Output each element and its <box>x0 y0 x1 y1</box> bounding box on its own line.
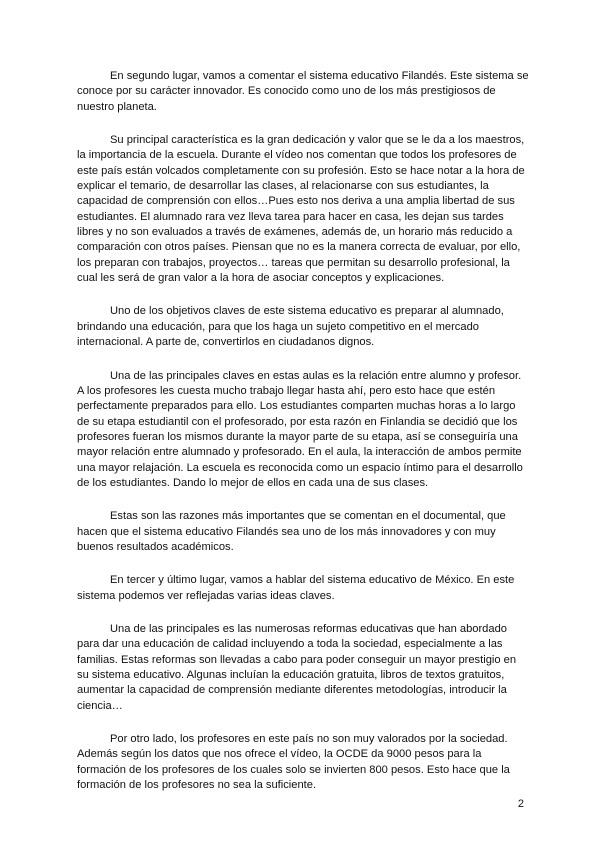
paragraph-finnish-intro: En segundo lugar, vamos a comentar el sistema educativo Filandés. Este sistema se conoce por su carácter innovador. Es conocido como uno de los más prestigiosos de nuestro planeta. <box>77 70 529 113</box>
paragraph-finnish-objectives: Uno de los objetivos claves de este sistema educativo es preparar al alumnado, brindando una educación, para que los haga un sujeto competitivo en el mercado internacional. A parte de, convertirlos en ciudadanos dignos. <box>77 305 504 349</box>
paragraph-finnish-teachers: Su principal característica es la gran dedicación y valor que se le da a los maestros, la importancia de la escuela. Durante el vídeo nos comentan que todos los profesores de este país están volcados completamente con su profesión. Esto se hace notar a la hora de explicar el temario, de desarrollar las clases, al relacionarse con sus estudiantes, la capacidad de comprensión con ellos…Pues esto nos deriva a una amplia libertad de sus estudiantes. El alumnado rara vez lleva tarea para hacer en casa, les dejan sus tardes libres y no son evaluados a través de exámenes, además de, un horario más reducido a comparación con otros países. Piensan que no es la manera correcta de evaluar, por ello, los preparan con trabajos, proyectos… tareas que permitan su desarrollo profesional, la cual les será de gran valor a la hora de asociar conceptos y explicaciones. <box>77 134 525 285</box>
page-number: 2 <box>517 798 524 810</box>
document-body <box>77 69 529 811</box>
paragraph-finnish-conclusion: Estas son las razones más importantes que se comentan en el documental, que hacen que el sistema educativo Filandés sea uno de los más innovadores y con muy buenos resultados académicos. <box>77 510 506 553</box>
paragraph-finnish-relationship: Una de las principales claves en estas aulas es la relación entre alumno y profesor. A los profesores les cuesta mucho trabajo llegar hasta ahí, pero esto hace que estén perfectamente preparados para ello. Los estudiantes comparten muchas horas a lo largo de su etapa estudiantil con el profesorado, por esta razón en Finlandia se decidió que los profesores fueran los mismos durante la mayor parte de su etapa, así se conseguiría una mayor relación entre alumnado y profesorado. En el aula, la interacción de ambos permite una mayor relajación. La escuela es reconocida como un espacio íntimo para el desarrollo de los estudiantes. Dando lo mejor de ellos en cada una de sus clases. <box>77 369 523 489</box>
paragraph-mexico-intro: En tercer y último lugar, vamos a hablar del sistema educativo de México. En este sistema podemos ver reflejadas varias ideas claves. <box>77 574 515 602</box>
paragraph-mexico-reforms: Una de las principales es las numerosas reformas educativas que han abordado para dar una educación de calidad incluyendo a toda la sociedad, especialmente a las familias. Estas reformas son llevadas a cabo para poder conseguir un mayor prestigio en su sistema educativo. Algunas incluían la educación gratuita, libros de textos gratuitos, aumentar la capacidad de comprensión mediante diferentes metodologías, introducir la ciencia… <box>77 622 517 712</box>
paragraph-mexico-teachers: Por otro lado, los profesores en este país no son muy valorados por la sociedad. Además según los datos que nos ofrece el vídeo, la OCDE da 9000 pesos para la formación de los profesores de los cuales solo se invierten 800 pesos. Esto hace que la formación de los profesores no sea la suficiente. <box>77 733 510 792</box>
